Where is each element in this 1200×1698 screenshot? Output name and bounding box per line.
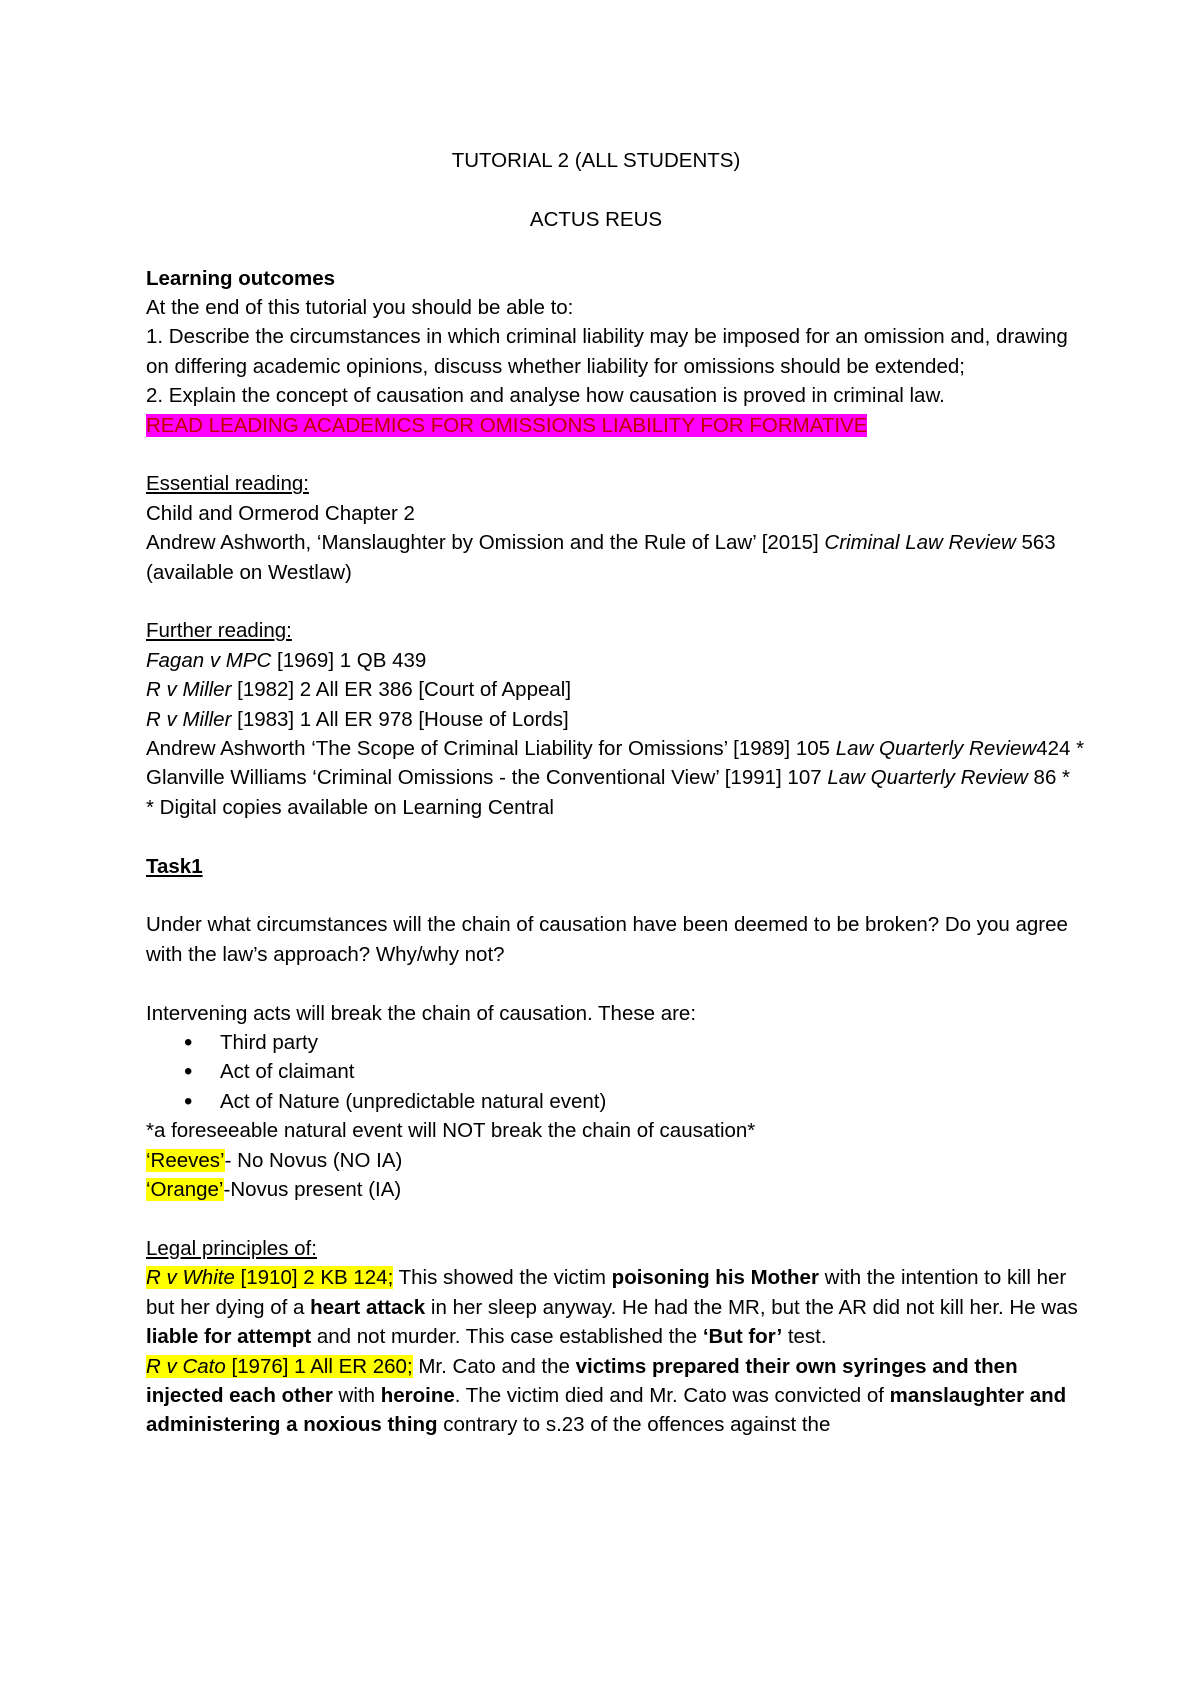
miller-ca-case-name: R v Miller xyxy=(146,678,232,702)
document-page xyxy=(146,140,1086,1440)
ashworth-article-text: Andrew Ashworth ‘The Scope of Criminal Liability for Omissions’ [1989] 105 xyxy=(146,737,836,761)
cato-bold: manslaughter and administering a noxious thing xyxy=(146,1383,1067,1437)
orange-text: -Novus present (IA) xyxy=(223,1178,402,1202)
further-reading-fagan xyxy=(146,646,1086,675)
further-reading-ashworth xyxy=(146,734,1086,763)
miller-hl-citation: [1983] 1 All ER 978 [House of Lords] xyxy=(231,707,569,731)
cato-bold: heroine xyxy=(380,1383,455,1407)
miller-hl-case-name: R v Miller xyxy=(146,707,232,731)
formative-notice-text: READ LEADING ACADEMICS FOR OMISSIONS LIABILITY FOR FORMATIVE xyxy=(146,413,868,437)
essential-reading-article xyxy=(146,528,1086,587)
essential-article-text: Andrew Ashworth, ‘Manslaughter by Omission and the Rule of Law’ [2015] xyxy=(146,531,825,555)
cato-case-ref xyxy=(146,1355,413,1378)
white-citation: [1910] 2 KB 124; xyxy=(234,1266,394,1290)
white-text: with the intention to kill her but her dying of a xyxy=(146,1266,1067,1319)
intervening-acts-intro: Intervening acts will break the chain of causation. These are: xyxy=(146,1001,697,1025)
essential-reading-textbook: Child and Ormerod Chapter 2 xyxy=(146,501,415,525)
white-text: This showed the victim xyxy=(393,1266,612,1290)
ashworth-journal: Law Quarterly Review xyxy=(835,737,1037,761)
white-bold: poisoning his Mother xyxy=(611,1266,819,1290)
intervening-acts-list xyxy=(146,1028,1086,1116)
foreseeable-event-note: *a foreseeable natural event will NOT break the chain of causation* xyxy=(146,1119,756,1143)
cato-citation: [1976] 1 All ER 260; xyxy=(225,1354,413,1378)
williams-article-text: Glanville Williams ‘Criminal Omissions - the Conventional View’ [1991] 107 xyxy=(146,766,828,790)
cato-paragraph xyxy=(146,1352,1086,1440)
learning-outcome-2: 2. Explain the concept of causation and analyse how causation is proved in criminal law. xyxy=(146,384,945,408)
cato-text: with xyxy=(332,1383,381,1407)
fagan-case-name: Fagan v MPC xyxy=(146,648,272,672)
essential-article-suffix: 563 (available on Westlaw) xyxy=(146,531,1056,584)
essential-reading-heading: Essential reading: xyxy=(146,472,309,496)
further-reading-williams xyxy=(146,763,1086,792)
reeves-text: - No Novus (NO IA) xyxy=(224,1148,403,1172)
cato-bold: victims prepared their own syringes and then injected each other xyxy=(146,1354,1018,1407)
learning-outcomes-heading: Learning outcomes xyxy=(146,266,336,290)
task1-question: Under what circumstances will the chain of causation have been deemed to be broken? Do you agree with the law’s approach? Why/why not? xyxy=(146,913,1068,966)
white-bold: heart attack xyxy=(310,1295,426,1319)
learning-outcomes-intro: At the end of this tutorial you should be able to: xyxy=(146,296,574,319)
white-bold: liable for attempt xyxy=(146,1325,312,1349)
further-reading-miller-ca xyxy=(146,675,1086,704)
white-paragraph xyxy=(146,1263,1086,1351)
digital-copies-note: * Digital copies available on Learning Central xyxy=(146,795,554,819)
white-text: test. xyxy=(782,1325,827,1349)
reeves-label: ‘Reeves’ xyxy=(146,1148,225,1172)
task1-heading: Task1 xyxy=(146,854,203,878)
miller-ca-citation: [1982] 2 All ER 386 [Court of Appeal] xyxy=(231,678,572,702)
cato-text: . The victim died and Mr. Cato was convicted of xyxy=(454,1383,890,1407)
white-bold: ‘But for’ xyxy=(702,1325,783,1349)
further-reading-miller-hl xyxy=(146,705,1086,734)
orange-label: ‘Orange’ xyxy=(146,1178,224,1202)
list-item: • Third party xyxy=(146,1028,1086,1057)
essential-article-journal: Criminal Law Review xyxy=(824,531,1016,555)
white-case-name: R v White xyxy=(146,1266,235,1290)
fagan-citation: [1969] 1 QB 439 xyxy=(271,648,427,672)
document-subtitle: ACTUS REUS xyxy=(529,207,663,231)
list-item: • Act of claimant xyxy=(146,1057,1086,1086)
legal-principles-heading: Legal principles of: xyxy=(146,1236,317,1260)
formative-notice xyxy=(146,411,1086,440)
white-text: in her sleep anyway. He had the MR, but the AR did not kill her. He was xyxy=(425,1295,1078,1319)
cato-text: contrary to s.23 of the offences against the xyxy=(437,1413,831,1437)
reeves-line xyxy=(146,1146,1086,1175)
learning-outcome-1: 1. Describe the circumstances in which criminal liability may be imposed for an omission and, drawing on differing academic opinions, discuss whether liability for omissions should be extended; xyxy=(146,325,1068,378)
ashworth-suffix: 424 * xyxy=(1036,737,1085,761)
orange-line xyxy=(146,1175,1086,1204)
white-case-ref xyxy=(146,1266,393,1289)
further-reading-heading: Further reading: xyxy=(146,619,292,643)
white-text: and not murder. This case established the xyxy=(311,1325,703,1349)
cato-case-name: R v Cato xyxy=(146,1354,226,1378)
williams-suffix: 86 * xyxy=(1027,766,1071,790)
list-item: • Act of Nature (unpredictable natural event) xyxy=(146,1087,1086,1116)
williams-journal: Law Quarterly Review xyxy=(827,766,1028,790)
cato-text: Mr. Cato and the xyxy=(412,1354,576,1378)
document-title: TUTORIAL 2 (ALL STUDENTS) xyxy=(451,149,741,172)
